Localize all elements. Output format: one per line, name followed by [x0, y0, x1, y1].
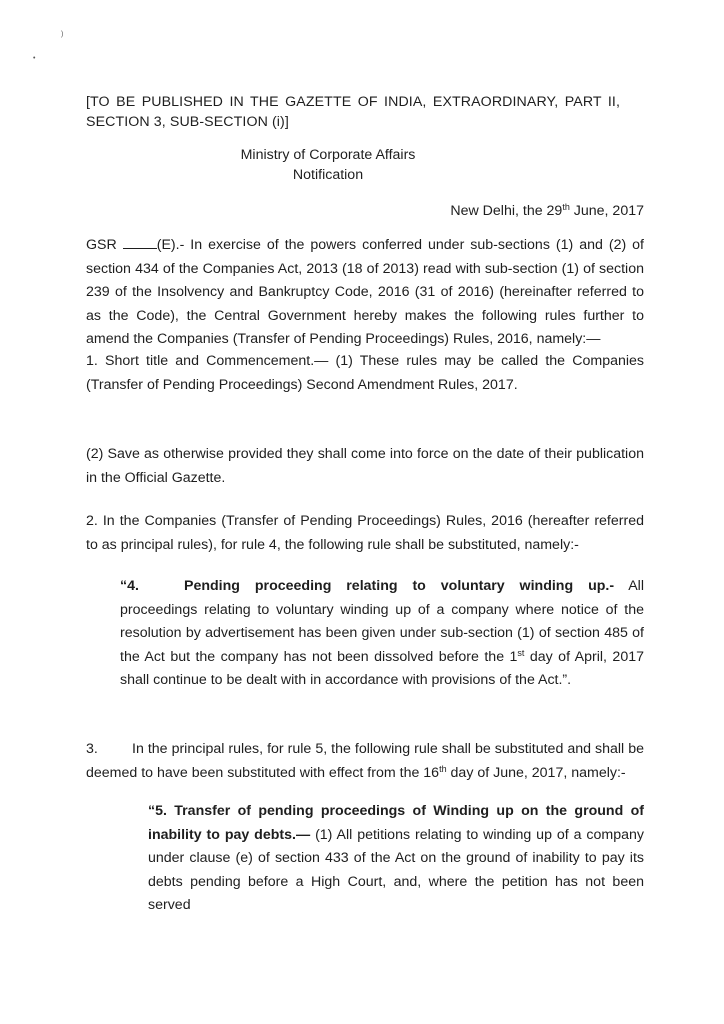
scan-mark: ) — [61, 31, 64, 38]
gazette-header-line-2: SECTION 3, SUB-SECTION (i)] — [86, 114, 289, 130]
paragraph-rule-5-amendment: 3. In the principal rules, for rule 5, the following rule shall be substituted and shall be deemed to have been substituted with effect from the 16th day of June, 2017, namely:- — [86, 738, 644, 785]
paragraph-rule-4-amendment: 2. In the Companies (Transfer of Pending Proceedings) Rules, 2016 (hereafter referred to as principal rules), for rule 4, the following rule shall be substituted, namely:- — [86, 513, 644, 553]
paragraph-short-title: 1. Short title and Commencement.— (1) These rules may be called the Companies (Transfer of Pending Proceedings) Second Amendment Rules, 2017. — [86, 353, 644, 393]
rule-4-text: “4. Pending proceeding relating to voluntary winding up.- All proceedings relating to voluntary winding up of a company where notice of the resolution by advertisement has been given under sub-section (1) of section 485 of the Act but the company has not been dissolved before the 1st day of April, 2017 shall continue to be dealt with in accordance with provisions of the Act.”. — [120, 575, 644, 693]
ministry-name: Ministry of Corporate Affairs — [240, 147, 416, 163]
preamble-paragraph — [86, 234, 644, 352]
gazette-header-line-1: [TO BE PUBLISHED IN THE GAZETTE OF INDIA, EXTRAORDINARY, PART II, — [86, 94, 620, 110]
paragraph-number: 3. — [86, 741, 98, 757]
gsr-suffix: (E).- — [156, 237, 185, 253]
paragraph-commencement: (2) Save as otherwise provided they shall come into force on the date of their publication in the Official Gazette. — [86, 446, 644, 486]
rule-5-heading: “5. Transfer of pending proceedings of Winding up on the ground of inability to pay debts.— — [148, 803, 644, 843]
rule-4-heading: Pending proceeding relating to voluntary winding up.- — [184, 578, 615, 594]
rule-4-number: “4. — [120, 578, 139, 594]
date-line: New Delhi, the 29th June, 2017 — [450, 202, 644, 219]
gsr-number-blank — [123, 236, 157, 249]
rule-5-text — [148, 800, 644, 918]
preamble-text: In exercise of the powers conferred under sub-sections (1) and (2) of section 434 of the Companies Act, 2013 (18 of 2013) read with sub-section (1) of section 239 of the Insolvency and Bankruptcy Code, 2016 (31 of 2016) (hereinafter referred to as the Code), the Central Government hereby makes the following rules further to amend the Companies (Transfer of Pending Proceedings) Rules, 2016, namely:— — [86, 237, 644, 347]
rule-5-body: (1) All petitions relating to winding up of a company under clause (e) of section 433 of the Act on the ground of inability to pay its debts pending before a High Court, and, where the petition has not been served — [148, 826, 644, 913]
document-type: Notification — [292, 167, 364, 183]
scan-mark: • — [33, 55, 36, 62]
gsr-prefix: GSR — [86, 237, 123, 253]
